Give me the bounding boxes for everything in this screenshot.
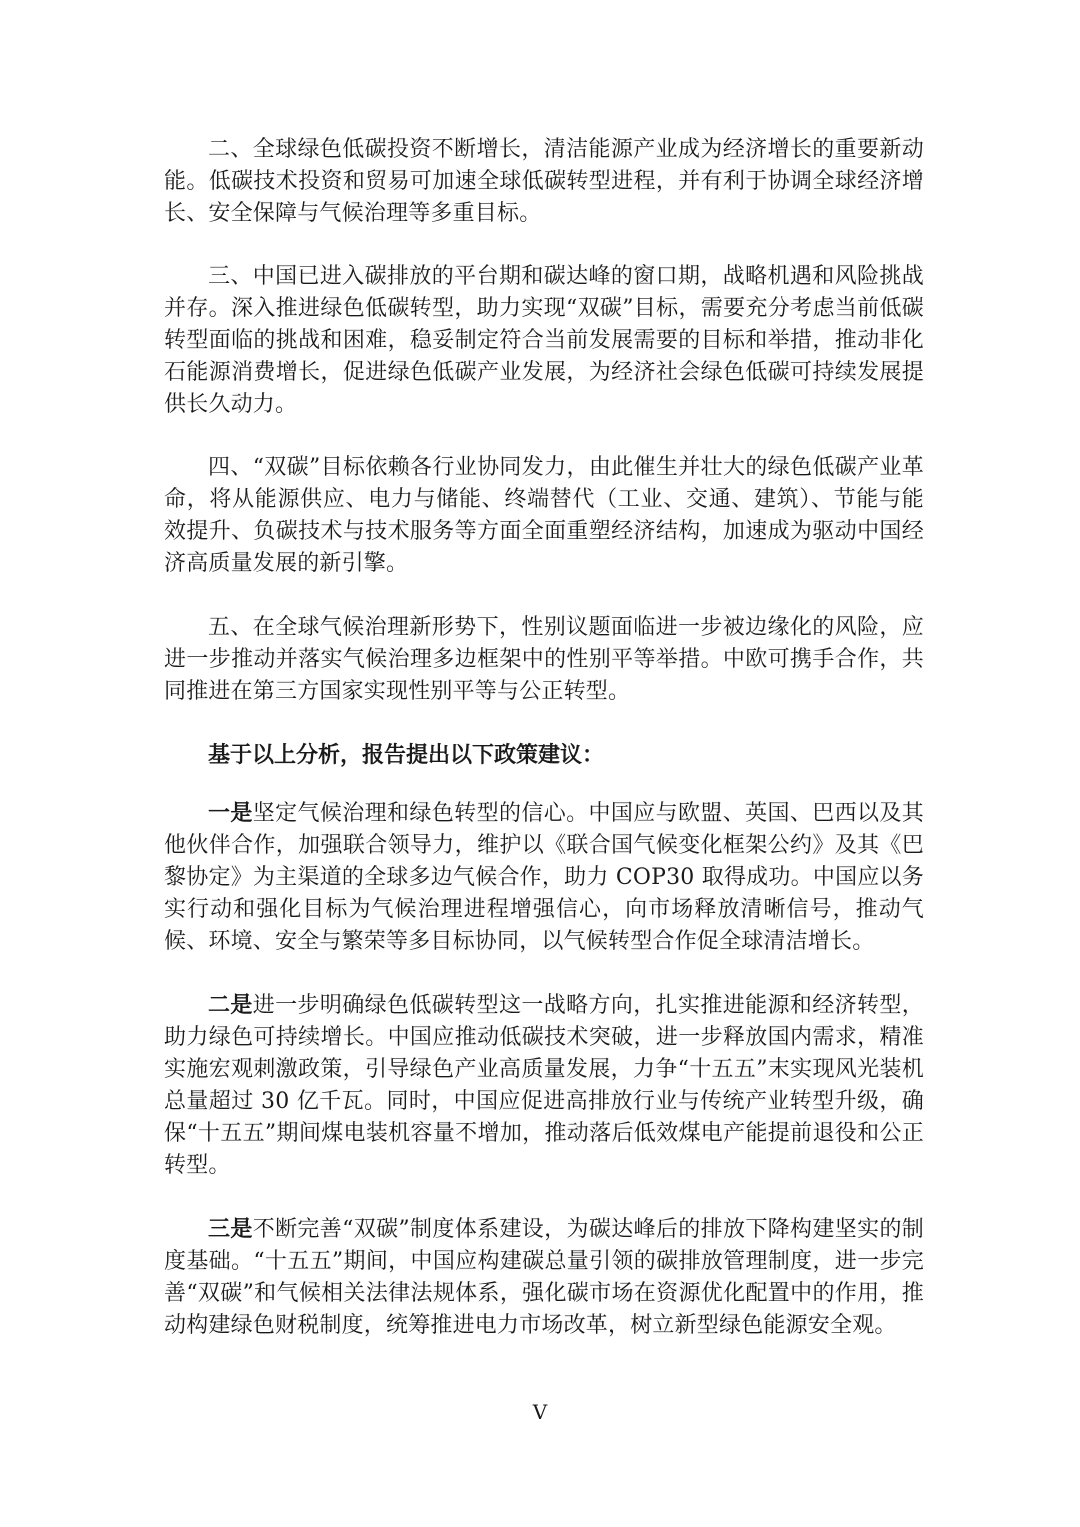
recommendation-two: [164, 989, 924, 1182]
recommendation-one-text: 坚定气候治理和绿色转型的信心。中国应与欧盟、英国、巴西以及其他伙伴合作，加强联合领导力，维护以《联合国气候变化框架公约》及其《巴黎协定》为主渠道的全球多边气候合作，助力 COP30 取得成功。中国应以务实行动和强化目标为气候治理进程增强信心，向市场释放清晰信号，推动气候、环境、安全与繁荣等多目标协同，以气候转型合作促全球清洁增长。: [164, 801, 924, 954]
recommendation-two-lead: 二是: [208, 992, 253, 1018]
recommendations-heading: 基于以上分析，报告提出以下政策建议：: [208, 742, 605, 768]
recommendation-three: [164, 1213, 924, 1342]
paragraph-three: 三、中国已进入碳排放的平台期和碳达峰的窗口期，战略机遇和风险挑战并存。深入推进绿色低碳转型，助力实现“双碳”目标，需要充分考虑当前低碳转型面临的挑战和困难，稳妥制定符合当前发展需要的目标和举措，推动非化石能源消费增长，促进绿色低碳产业发展，为经济社会绿色低碳可持续发展提供长久动力。: [164, 264, 924, 417]
recommendation-three-lead: 三是: [208, 1216, 253, 1242]
recommendation-two-text: 进一步明确绿色低碳转型这一战略方向，扎实推进能源和经济转型，助力绿色可持续增长。中国应推动低碳技术突破，进一步释放国内需求，精准实施宏观刺激政策，引导绿色产业高质量发展，力争“十五五”末实现风光装机总量超过 30 亿千瓦。同时，中国应促进高排放行业与传统产业转型升级，确保“十五五”期间煤电装机容量不增加，推动落后低效煤电产能提前退役和公正转型。: [164, 993, 924, 1178]
paragraph-two: 二、全球绿色低碳投资不断增长，清洁能源产业成为经济增长的重要新动能。低碳技术投资和贸易可加速全球低碳转型进程，并有利于协调全球经济增长、安全保障与气候治理等多重目标。: [164, 137, 924, 226]
recommendation-one-lead: 一是: [208, 800, 253, 826]
paragraph-four: 四、“双碳”目标依赖各行业协同发力，由此催生并壮大的绿色低碳产业革命，将从能源供应、电力与储能、终端替代（工业、交通、建筑）、节能与能效提升、负碳技术与技术服务等方面全面重塑经济结构，加速成为驱动中国经济高质量发展的新引擎。: [164, 455, 924, 576]
paragraph-five: 五、在全球气候治理新形势下，性别议题面临进一步被边缘化的风险，应进一步推动并落实气候治理多边框架中的性别平等举措。中欧可携手合作，共同推进在第三方国家实现性别平等与公正转型。: [164, 615, 924, 704]
recommendation-three-text: 不断完善“双碳”制度体系建设，为碳达峰后的排放下降构建坚实的制度基础。“十五五”期间，中国应构建碳总量引领的碳排放管理制度，进一步完善“双碳”和气候相关法律法规体系，强化碳市场在资源优化配置中的作用，推动构建绿色财税制度，统筹推进电力市场改革，树立新型绿色能源安全观。: [164, 1217, 924, 1338]
page-number: V: [532, 1400, 548, 1424]
recommendation-one: [164, 797, 924, 958]
